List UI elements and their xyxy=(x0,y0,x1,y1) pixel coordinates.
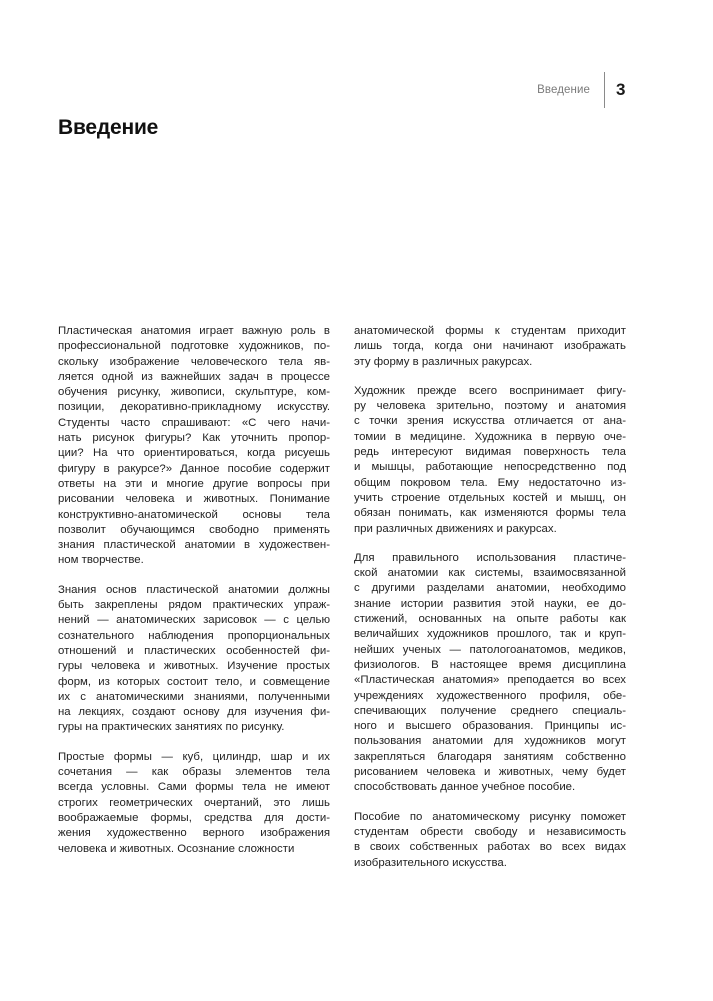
text-line: сознательного наблюдения пропорциональных xyxy=(58,629,330,642)
text-line: Простые формы — куб, цилиндр, шар и их xyxy=(58,750,330,763)
text-line: величайших художников прошлого, так и круп- xyxy=(354,628,626,641)
paragraph xyxy=(354,324,626,370)
text-line: обучения рисунку, живописи, скульптуре, ком- xyxy=(58,386,330,399)
text-line: Художник прежде всего воспринимает фигу- xyxy=(354,384,626,397)
running-header-section: Введение xyxy=(537,84,590,96)
text-line: стижений, основанных на опыте работы как xyxy=(354,613,626,626)
text-line: изобразительного искусства. xyxy=(354,856,507,869)
left-text-column xyxy=(58,324,330,871)
text-line: эту форму в различных ракурсах. xyxy=(354,355,533,368)
text-line: гуры человека и животных. Изучение простых xyxy=(58,660,330,673)
text-line: их с анатомическими знаниями, полученными xyxy=(58,690,330,703)
text-line: жения художественно верного изображения xyxy=(58,827,330,840)
text-line: учреждениях художественного профиля, обе- xyxy=(354,689,626,702)
text-line: рисовании человека и животных. Понимание xyxy=(58,493,330,506)
text-line: учить строение отдельных костей и мышц, он xyxy=(354,491,626,504)
text-line: обязан понимать, как изменяются формы тела xyxy=(354,507,626,520)
text-line: Для правильного использования пластиче- xyxy=(354,551,626,564)
text-line: Пособие по анатомическому рисунку поможет xyxy=(354,810,626,823)
text-line: ном творчестве. xyxy=(58,554,144,567)
text-line: ного и высшего образования. Принципы ис- xyxy=(354,720,626,733)
text-line: пользования анатомии для художников могут xyxy=(354,735,626,748)
text-line: рисованием человека и животных, чему будет xyxy=(354,766,626,779)
text-line: спечивающих получение среднего специаль- xyxy=(354,704,626,717)
text-line: Знания основ пластической анатомии должны xyxy=(58,583,330,596)
header-divider xyxy=(604,72,605,108)
page-title: Введение xyxy=(58,116,159,139)
text-line: при различных движениях и ракурсах. xyxy=(354,522,557,535)
text-line: Студенты часто спрашивают: «С чего начи- xyxy=(58,416,330,429)
paragraph xyxy=(58,750,330,857)
text-line: Пластическая анатомия играет важную роль в xyxy=(58,325,330,337)
text-line: способствовать данное учебное пособие. xyxy=(354,781,576,794)
text-line: лишь тогда, когда они начинают изображать xyxy=(354,340,626,353)
paragraph xyxy=(58,324,330,569)
text-line: студентам обрести свободу и независимость xyxy=(354,825,626,838)
text-line: на лекциях, создают основу для изучения фи- xyxy=(58,706,330,719)
text-line: ляется одной из важнейших задач в процессе xyxy=(58,370,330,383)
paragraph xyxy=(58,583,330,736)
text-line: ции? На что ориентироваться, когда рисуешь xyxy=(58,447,330,460)
text-line: человека и животных. Осознание сложности xyxy=(58,842,295,855)
text-line: форм, из которых состоит тело, и совмещение xyxy=(58,675,330,688)
text-line: быть закреплены рядом практических упраж- xyxy=(58,599,330,612)
text-line: воображаемые формы, средства для дости- xyxy=(58,811,330,824)
text-line: отношений и пластических особенностей фи- xyxy=(58,644,330,657)
text-line: нейших ученых — патологоанатомов, медиков, xyxy=(354,643,626,656)
text-line: ру человека зрительно, поэтому и анатомия xyxy=(354,400,626,413)
text-line: анатомической формы к студентам приходит xyxy=(354,325,626,337)
text-line: гуры на практических занятиях по рисунку. xyxy=(58,721,285,734)
text-line: редь интересуют видимая поверхность тела xyxy=(354,446,626,459)
paragraph xyxy=(354,810,626,871)
text-line: нений — анатомических зарисовок — с целью xyxy=(58,614,330,627)
text-line: нать рисунок фигуры? Как уточнить пропор- xyxy=(58,432,330,445)
text-line: всегда условны. Сами формы тела не имеют xyxy=(58,781,330,794)
text-line: конструктивно-анатомической основы тела xyxy=(58,508,330,521)
text-line: физиологов. В настоящее время дисциплина xyxy=(354,658,626,671)
text-line: томии в медицине. Художника в первую оче- xyxy=(354,430,626,443)
text-line: ответы на эти и многие другие вопросы при xyxy=(58,477,330,490)
text-line: ской анатомии как системы, взаимосвязанной xyxy=(354,567,626,580)
text-line: знания пластической анатомии в художествен- xyxy=(58,539,330,552)
text-line: в своих собственных работах во всех видах xyxy=(354,841,626,854)
text-line: знание истории развития этой науки, ее до- xyxy=(354,597,626,610)
right-text-column xyxy=(354,324,626,885)
text-line: с точки зрения искусства отличается от ана- xyxy=(354,415,626,428)
text-line: скольку изображение человеческого тела яв- xyxy=(58,355,330,368)
text-line: позиции, декоративно-прикладному искусству. xyxy=(58,401,330,414)
paragraph xyxy=(354,384,626,537)
page-number: 3 xyxy=(616,80,626,99)
paragraph xyxy=(354,551,626,796)
text-line: с другими разделами анатомии, необходимо xyxy=(354,582,626,595)
text-line: фигуру в ракурсе?» Данное пособие содержит xyxy=(58,462,330,475)
text-line: позволит обучающимся свободно применять xyxy=(58,523,330,536)
text-line: и мышцы, работающие непосредственно под xyxy=(354,461,626,474)
text-line: строгих геометрических очертаний, это лишь xyxy=(58,796,330,809)
text-line: общим покровом тела. Ему недостаточно из- xyxy=(354,476,626,489)
text-line: профессиональной подготовке художников, по- xyxy=(58,340,330,353)
text-line: сочетания — как образы элементов тела xyxy=(58,766,330,779)
text-line: закрепляться благодаря занятиям собственно xyxy=(354,750,626,763)
text-line: «Пластическая анатомия» преподается во всех xyxy=(354,674,626,687)
